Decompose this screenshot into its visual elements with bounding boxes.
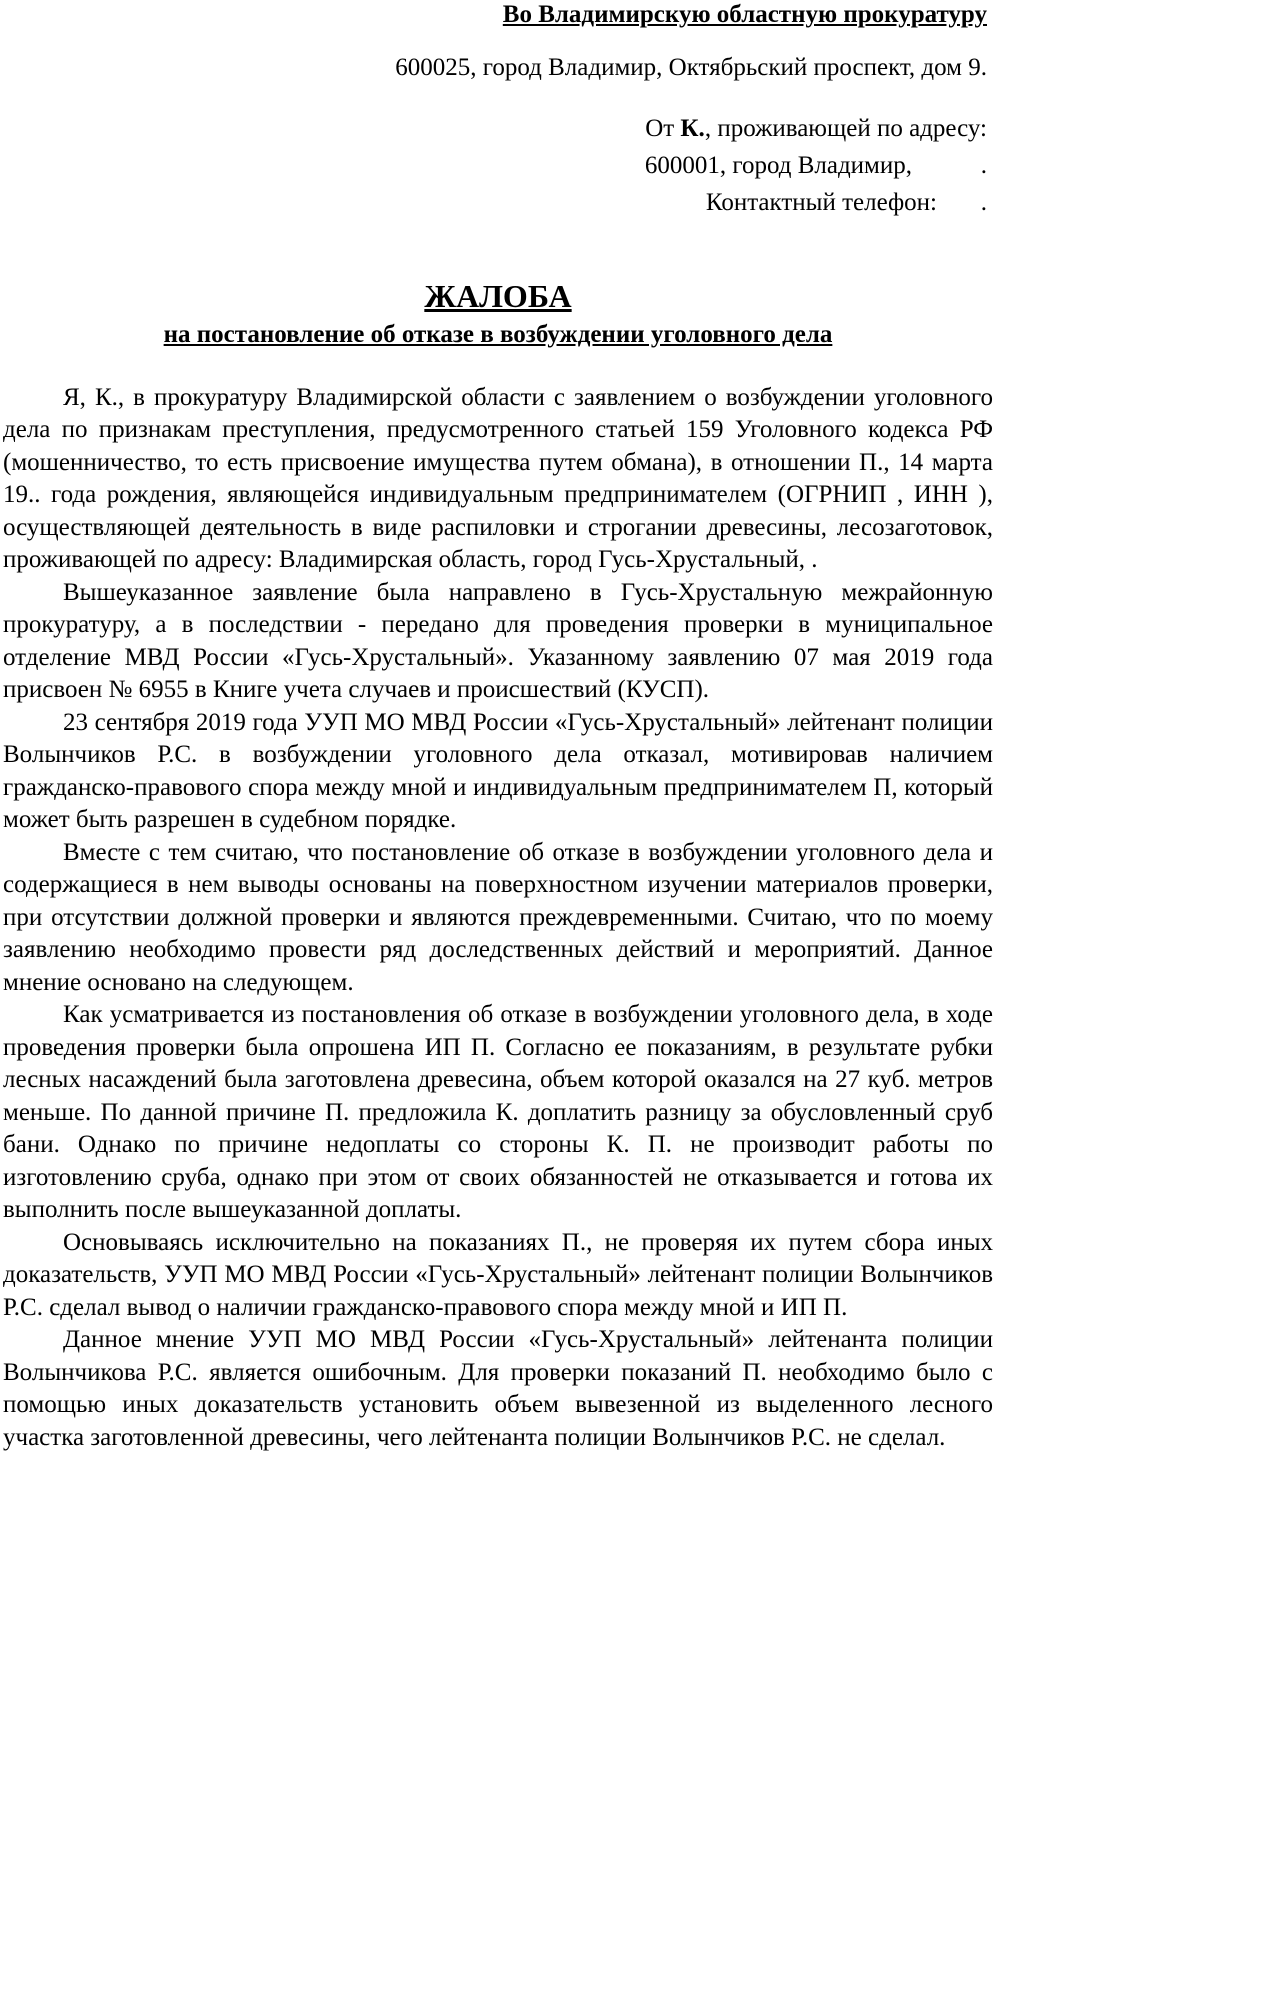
paragraph-1: Я, К., в прокуратуру Владимирской области с заявлением о возбуждении уголовного дела по признакам преступления, предусмотренного статьей 159 Уголовного кодекса РФ (мошенничество, то есть присвоение имущества путем обмана), в отношении П., 14 марта 19.. года рождения, являющейся индивидуальным предпринимателем (ОГРНИП , ИНН ), осуществляющей деятельность в виде распиловки и строгании древесины, лесозаготовок, проживающей по адресу: Владимирская область, город Гусь-Хрустальный, . bbox=[3, 383, 993, 573]
addressee-address: 600025, город Владимир, Октябрьский проспект, дом 9. bbox=[395, 54, 987, 81]
sender-address: 600001, город Владимир, . bbox=[644, 151, 987, 179]
sender-block bbox=[3, 110, 993, 221]
sender-line bbox=[3, 110, 987, 147]
paragraph-6: Основываясь исключительно на показаниях П., не проверяя их путем сбора иных доказательств, УУП МО МВД России «Гусь-Хрустальный» лейтенант полиции Волынчиков Р.С. сделал вывод о наличии гражданско-правового спора между мной и ИП П. bbox=[3, 1228, 993, 1321]
document-body bbox=[3, 382, 993, 1455]
paragraph-5: Как усматривается из постановления об отказе в возбуждении уголовного дела, в ходе проведения проверки была опрошена ИП П. Согласно ее показаниям, в результате рубки лесных насаждений была заготовлена древесина, объем которой оказался на 27 куб. метров меньше. По данной причине П. предложила К. доплатить разницу за обусловленный сруб бани. Однако по причине недоплаты со стороны К. П. не производит работы по изготовлению сруба, однако при этом от своих обязанностей не отказывается и готова их выполнить после вышеуказанной доплаты. bbox=[3, 1001, 993, 1223]
paragraph-4: Вместе с тем считаю, что постановление об отказе в возбуждении уголовного дела и содержащиеся в нем выводы основаны на поверхностном изучении материалов проверки, при отсутствии должной проверки и являются преждевременными. Считаю, что по моему заявлению необходимо провести ряд доследственных действий и мероприятий. Данное мнение основано на следующем. bbox=[3, 838, 993, 996]
sender-suffix: , проживающей по адресу: bbox=[704, 114, 987, 142]
document-subtitle: на постановление об отказе в возбуждении уголовного дела bbox=[163, 320, 833, 348]
document-title: ЖАЛОБА bbox=[424, 277, 572, 314]
paragraph-3: 23 сентября 2019 года УУП МО МВД России «Гусь-Хрустальный» лейтенант полиции Волынчиков Р.С. в возбуждении уголовного дела отказал, мотивировав наличием гражданско-правового спора между мной и индивидуальным предпринимателем П, который может быть разрешен в судебном порядке. bbox=[3, 708, 993, 833]
sender-phone: Контактный телефон: . bbox=[705, 188, 987, 216]
paragraph-2: Вышеуказанное заявление была направлено в Гусь-Хрустальную межрайонную прокуратуру, а в последствии - передано для проведения проверки в муниципальное отделение МВД России «Гусь-Хрустальный». Указанному заявлению 07 мая 2019 года присвоен № 6955 в Книге учета случаев и происшествий (КУСП). bbox=[3, 578, 993, 703]
sender-name: К. bbox=[680, 114, 705, 142]
sender-prefix: От bbox=[645, 114, 681, 142]
paragraph-7: Данное мнение УУП МО МВД России «Гусь-Хрустальный» лейтенанта полиции Волынчикова Р.С. является ошибочным. Для проверки показаний П. необходимо было с помощью иных доказательств установить объем вывезенной из выделенного лесного участка заготовленной древесины, чего лейтенанта полиции Волынчиков Р.С. не сделал. bbox=[3, 1326, 993, 1451]
addressee-line: Во Владимирскую областную прокуратуру bbox=[502, 1, 987, 28]
